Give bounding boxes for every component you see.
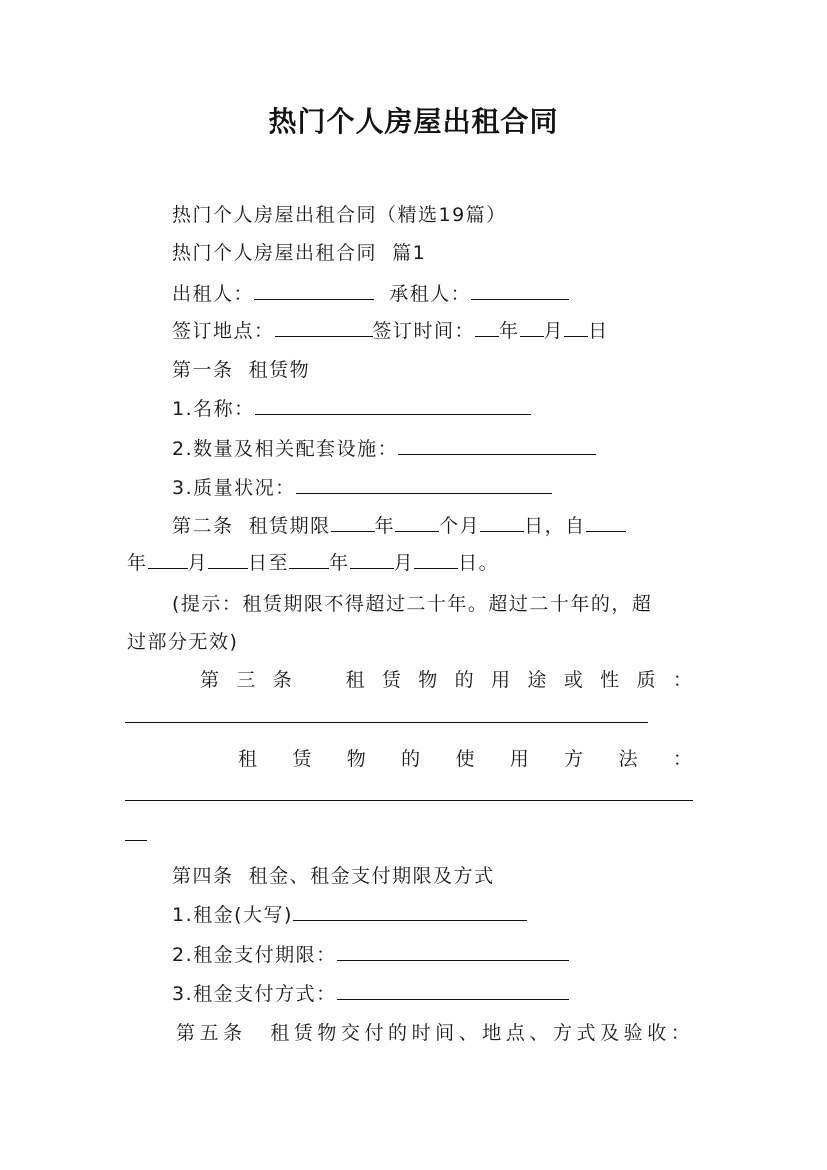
usage-char: 物 [346, 748, 366, 770]
clause5-char: 方 [552, 1022, 572, 1044]
clause5-char: 赁 [293, 1022, 313, 1044]
lessor-blank [254, 281, 374, 300]
clause1-item3-label: 3.质量状况： [172, 477, 296, 499]
term-month: 个月 [439, 515, 481, 537]
start-month: 月 [187, 552, 209, 574]
usage-char: 使 [455, 748, 475, 770]
end-year-blank [289, 550, 329, 569]
clause5-char: 、 [529, 1022, 549, 1044]
document-title: 热门个人房屋出租合同 [268, 105, 559, 138]
lessee-blank [471, 281, 569, 300]
sign-year: 年 [499, 320, 520, 342]
clause5-char: 及 [600, 1022, 620, 1044]
clause5-title [176, 1018, 690, 1045]
clause5-char: 式 [576, 1022, 596, 1044]
start-day-blank [208, 550, 248, 569]
clause5-char: 付 [364, 1022, 384, 1044]
clause5-char: 时 [411, 1022, 431, 1044]
start-year-blank [586, 513, 626, 532]
document-subtitle: 热门个人房屋出租合同（精选19篇） [172, 204, 507, 226]
clause3-char: 途 [527, 669, 547, 691]
clause3-char: 或 [563, 669, 583, 691]
clause1-item2 [172, 434, 596, 461]
clause4-item1 [172, 900, 527, 927]
usage-char: 方 [564, 748, 584, 770]
clause5-char: 验 [623, 1022, 643, 1044]
end-year: 年 [329, 552, 350, 574]
clause5-char: ： [670, 1022, 690, 1044]
clause5-char: 的 [388, 1022, 408, 1044]
clause2-line2 [127, 548, 499, 575]
end-month: 月 [393, 552, 415, 574]
lessor-label: 出租人： [172, 283, 255, 305]
clause1-item1-label: 1.名称： [172, 398, 255, 420]
clause3-char: 赁 [381, 669, 401, 691]
end-day-blank [414, 550, 458, 569]
rent-term-blank [337, 942, 569, 961]
clause5-char: 间 [435, 1022, 455, 1044]
start-month-blank [148, 550, 188, 569]
clause3-char: 物 [418, 669, 438, 691]
clause1-title: 第一条 租赁物 [172, 359, 311, 381]
usage-char: 的 [401, 748, 421, 770]
rent-amount-blank [293, 902, 527, 921]
hint-line1: (提示：租赁期限不得超过二十年。超过二十年的，超 [172, 593, 653, 615]
clause3-blank [125, 722, 648, 723]
clause3-char: 质 [636, 669, 656, 691]
clause4-item3 [172, 979, 569, 1006]
sign-place-label: 签订地点： [172, 320, 275, 342]
clause1-item1 [172, 394, 531, 421]
clause5-char: 五 [199, 1022, 219, 1044]
clause4-item2-label: 2.租金支付期限： [172, 944, 337, 966]
usage-char: 法 [618, 748, 638, 770]
clause3-char: 第 [200, 669, 220, 691]
usage-char: ： [672, 748, 692, 770]
usage-char: 租 [238, 748, 258, 770]
usage-char: 用 [509, 748, 529, 770]
clause4-item2 [172, 940, 569, 967]
clause5-char: 、 [458, 1022, 478, 1044]
clause3-title [200, 665, 692, 692]
hint-line2: 过部分无效) [127, 631, 239, 653]
start-year: 年 [127, 552, 148, 574]
clause3-char: 三 [236, 669, 256, 691]
clause5-char: 物 [317, 1022, 337, 1044]
clause3-char: 用 [490, 669, 510, 691]
clause5-char: 条 [223, 1022, 243, 1044]
clause2-prefix: 第二条 租赁期限 [172, 515, 331, 537]
sign-place-blank [275, 318, 373, 337]
signing-line [172, 316, 609, 343]
usage-blank [125, 800, 693, 801]
clause5-char: 地 [482, 1022, 502, 1044]
clause3-char [309, 665, 328, 692]
end-day: 日。 [458, 552, 500, 574]
clause4-item1-label: 1.租金(大写) [172, 904, 293, 926]
term-month-blank [395, 513, 439, 532]
usage-char: 赁 [292, 748, 312, 770]
clause5-char: 点 [505, 1022, 525, 1044]
quality-blank [296, 475, 552, 494]
term-year: 年 [374, 515, 396, 537]
term-day-blank [480, 513, 524, 532]
clause2-line1 [172, 511, 626, 538]
usage-blank-continued [125, 840, 147, 841]
clause3-char: 租 [345, 669, 365, 691]
clause3-char: 的 [454, 669, 474, 691]
article-heading: 热门个人房屋出租合同 篇1 [172, 242, 427, 264]
term-day: 日，自 [524, 515, 586, 537]
sign-day: 日 [588, 320, 609, 342]
start-day-to: 日至 [248, 552, 290, 574]
quantity-blank [398, 436, 596, 455]
sign-year-blank [475, 318, 499, 337]
sign-month-blank [520, 318, 544, 337]
clause3-char: 条 [272, 669, 292, 691]
parties-line [172, 279, 569, 306]
end-month-blank [350, 550, 394, 569]
lessee-label: 承租人： [389, 283, 472, 305]
sign-day-blank [564, 318, 588, 337]
clause5-char [247, 1018, 266, 1045]
term-year-blank [331, 513, 375, 532]
clause1-item3 [172, 473, 552, 500]
clause5-char: 交 [340, 1022, 360, 1044]
clause5-char: 租 [270, 1022, 290, 1044]
clause1-item2-label: 2.数量及相关配套设施： [172, 438, 399, 460]
clause3-char: ： [672, 669, 692, 691]
sign-time-label: 签订时间： [372, 320, 476, 342]
clause5-char: 收 [647, 1022, 667, 1044]
sign-month: 月 [543, 320, 565, 342]
clause4-title: 第四条 租金、租金支付期限及方式 [172, 865, 495, 887]
name-blank [255, 396, 531, 415]
clause4-item3-label: 3.租金支付方式： [172, 983, 337, 1005]
clause5-char: 第 [176, 1022, 196, 1044]
clause3-char: 性 [600, 669, 620, 691]
usage-title [238, 744, 692, 771]
rent-method-blank [337, 981, 569, 1000]
